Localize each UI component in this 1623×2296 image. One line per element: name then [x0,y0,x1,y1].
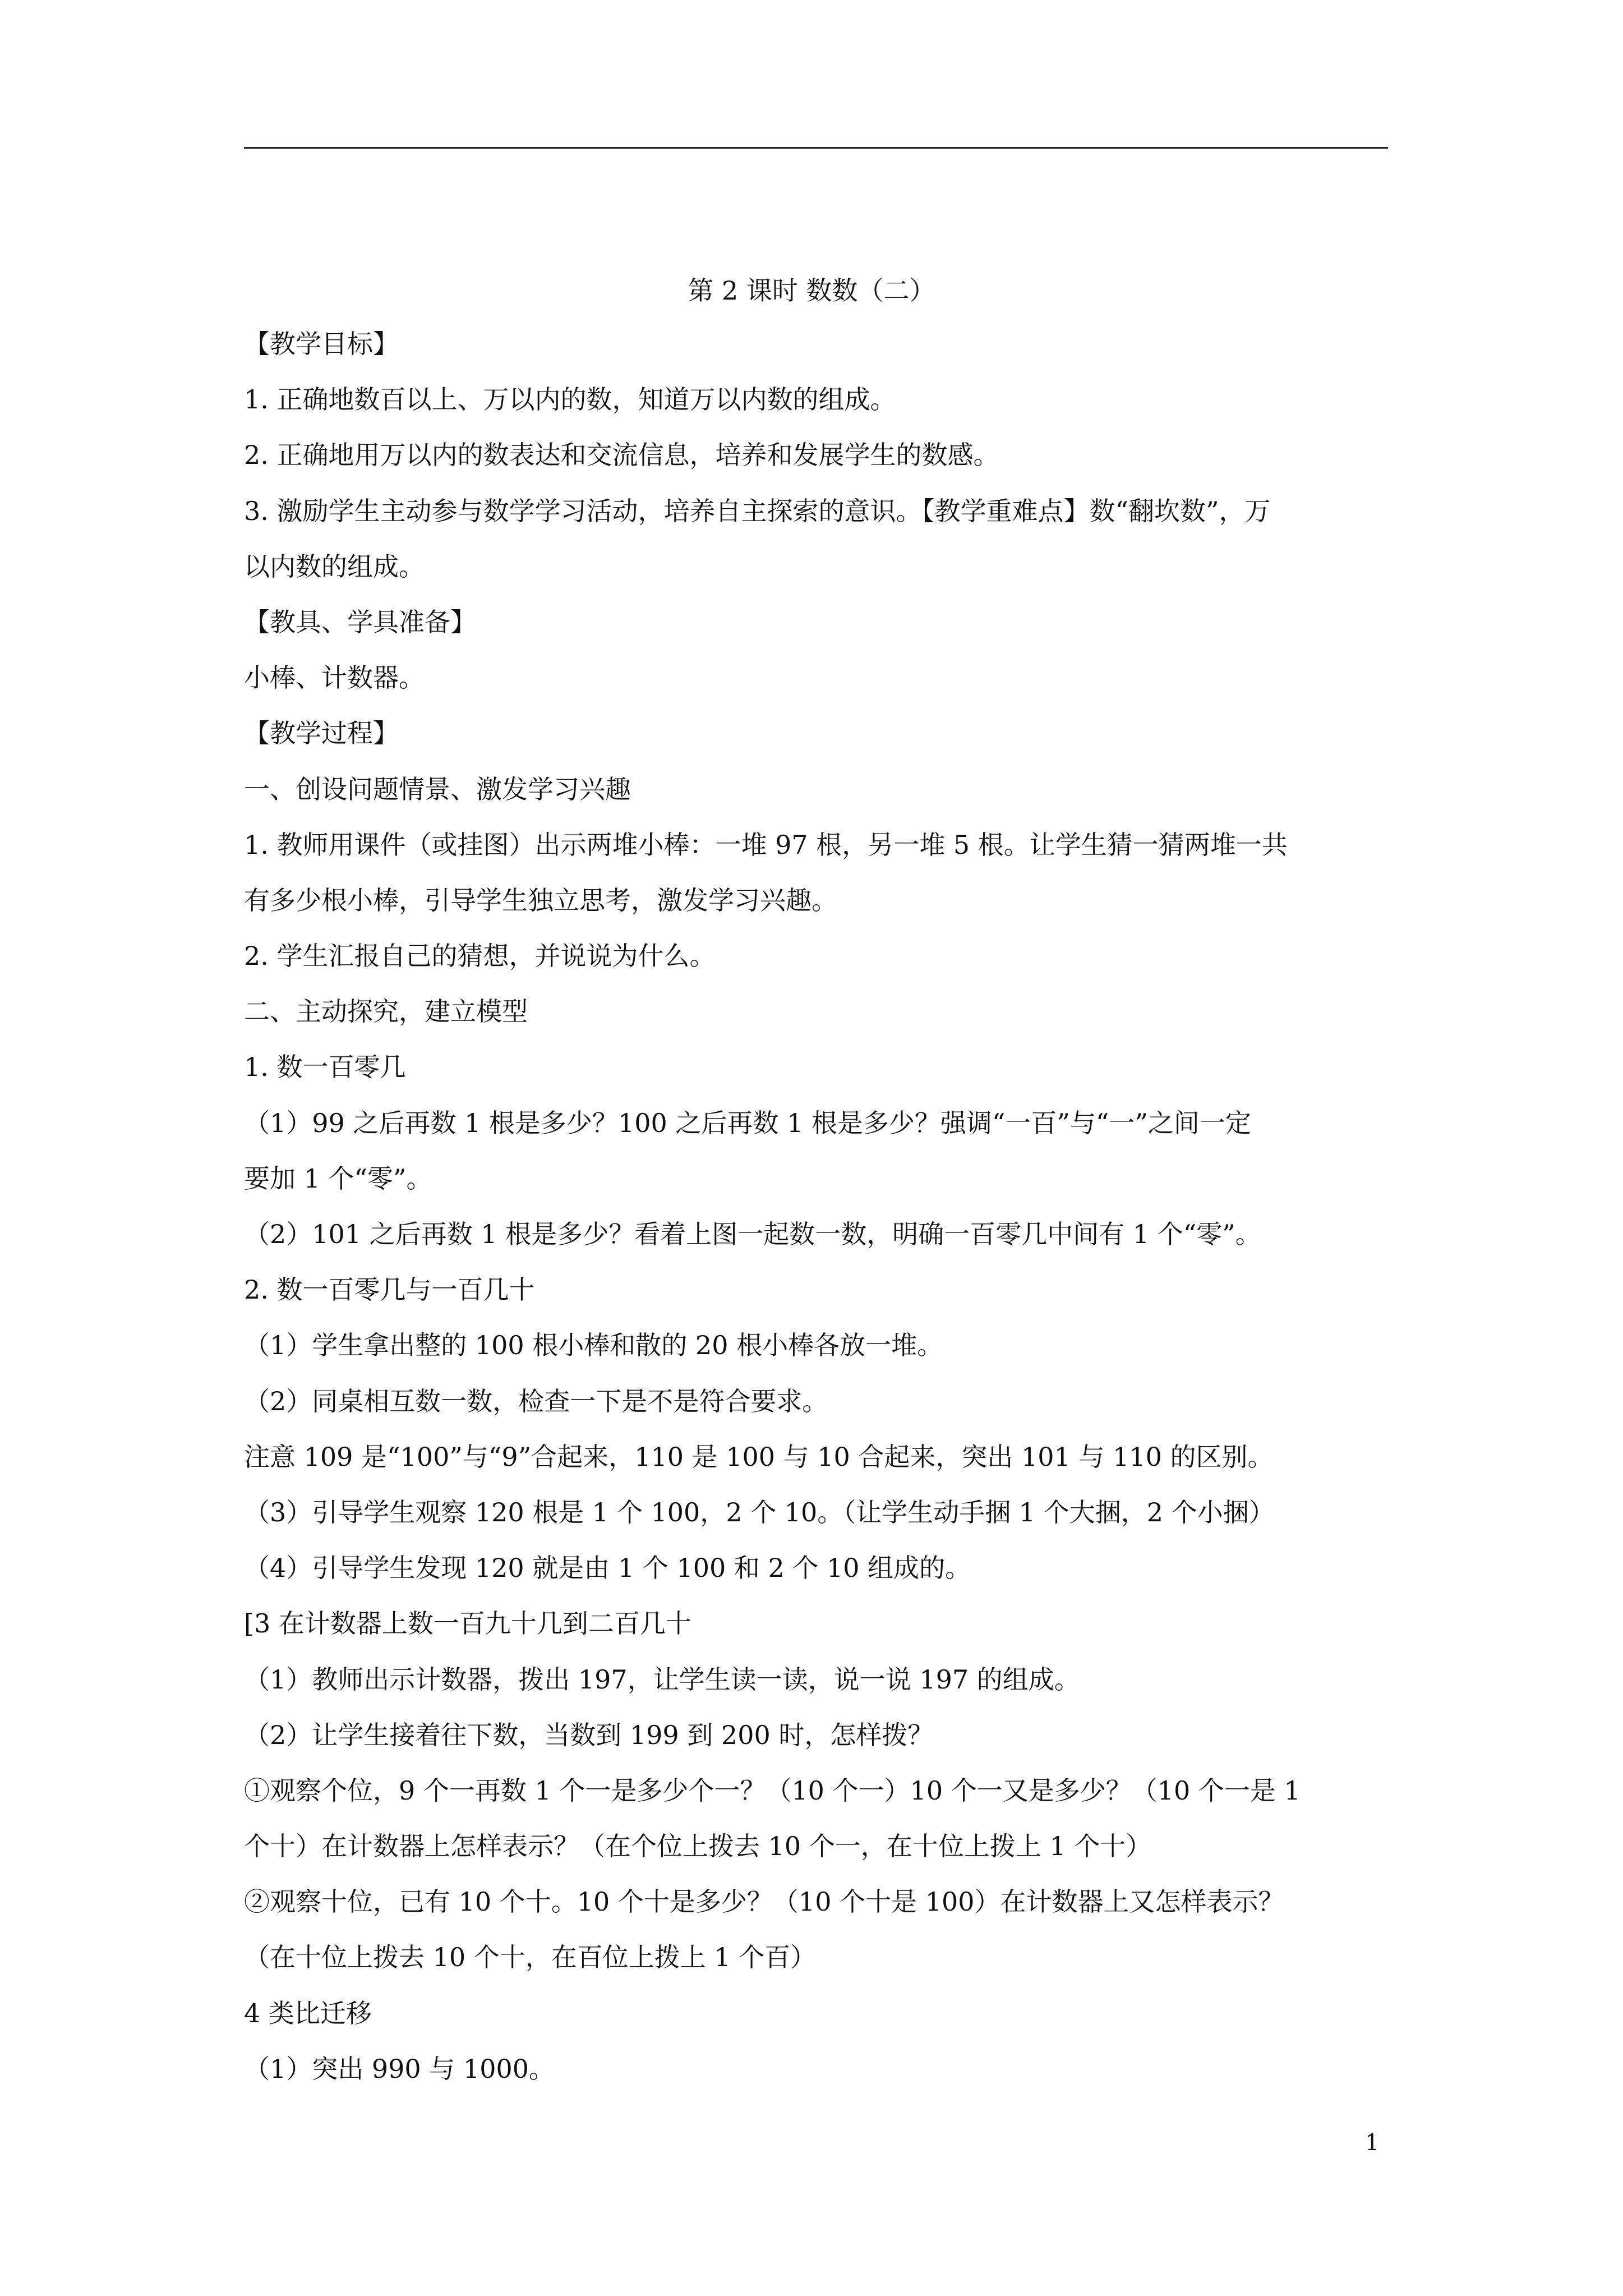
page-number: 1 [1365,2130,1380,2156]
text-line: 2. 数一百零几与一百几十 [244,1274,535,1305]
text-line: 一、创设问题情景、激发学习兴趣 [244,774,631,804]
text-line: 个十）在计数器上怎样表示？（在个位上拨去 10 个一，在十位上拨上 1 个十） [244,1831,1152,1862]
text-line: 【教学过程】 [244,718,399,749]
text-line: 1. 数一百零几 [244,1052,406,1083]
text-line: 4 类比迁移 [244,1998,372,2028]
text-line: 3. 激励学生主动参与数学学习活动，培养自主探索的意识。【教学重难点】数“翻坎数”，万 [244,495,1271,526]
header-rule [244,147,1388,149]
text-line: （3）引导学生观察 120 根是 1 个 100，2 个 10。（让学生动手捆 1 个大捆，2 个小捆） [244,1497,1275,1527]
text-line: 2. 正确地用万以内的数表达和交流信息，培养和发展学生的数感。 [244,440,999,471]
text-line: 注意 109 是“100”与“9”合起来，110 是 100 与 10 合起来，突出 101 与 110 的区别。 [244,1441,1274,1472]
text-line: 【教学目标】 [244,329,399,359]
text-line: 有多少根小棒，引导学生独立思考，激发学习兴趣。 [244,885,837,915]
text-line: （2）让学生接着往下数，当数到 199 到 200 时，怎样拨？ [244,1719,934,1750]
text-line: （1）99 之后再数 1 根是多少？100 之后再数 1 根是多少？强调“一百”与“一”之间一定 [244,1107,1251,1138]
text-line: 1. 教师用课件（或挂图）出示两堆小棒：一堆 97 根，另一堆 5 根。让学生猜一猜两堆一共 [244,829,1288,860]
document-title: 第 2 课时 数数（二） [688,275,935,306]
text-line: 要加 1 个“零”。 [244,1163,432,1194]
text-line: （1）学生拿出整的 100 根小棒和散的 20 根小棒各放一堆。 [244,1330,943,1361]
text-line: （2）101 之后再数 1 根是多少？看着上图一起数一数，明确一百零几中间有 1 个“零”。 [244,1219,1261,1249]
text-line: 1. 正确地数百以上、万以内的数，知道万以内数的组成。 [244,384,896,415]
text-line: 2. 学生汇报自己的猜想，并说说为什么。 [244,941,716,972]
text-line: （2）同桌相互数一数，检查一下是不是符合要求。 [244,1386,828,1416]
text-line: ②观察十位，已有 10 个十。10 个十是多少？（10 个十是 100）在计数器上又怎样表示？ [244,1887,1284,1917]
text-line: 小棒、计数器。 [244,662,425,693]
text-line: ①观察个位，9 个一再数 1 个一是多少个一？（10 个一）10 个一又是多少？（10 个一是 1 [244,1775,1301,1806]
text-line: 二、主动探究，建立模型 [244,996,528,1027]
text-line: [3 在计数器上数一百九十几到二百几十 [244,1608,691,1639]
text-line: 【教具、学具准备】 [244,606,476,637]
document-body [244,316,1388,2097]
text-line: （4）引导学生发现 120 就是由 1 个 100 和 2 个 10 组成的。 [244,1553,971,1584]
text-line: （在十位上拨去 10 个十，在百位上拨上 1 个百） [244,1942,817,1973]
text-line: （1）教师出示计数器，拨出 197，让学生读一读，说一说 197 的组成。 [244,1664,1080,1695]
text-line: 以内数的组成。 [244,551,425,582]
text-line: （1）突出 990 与 1000。 [244,2053,555,2084]
